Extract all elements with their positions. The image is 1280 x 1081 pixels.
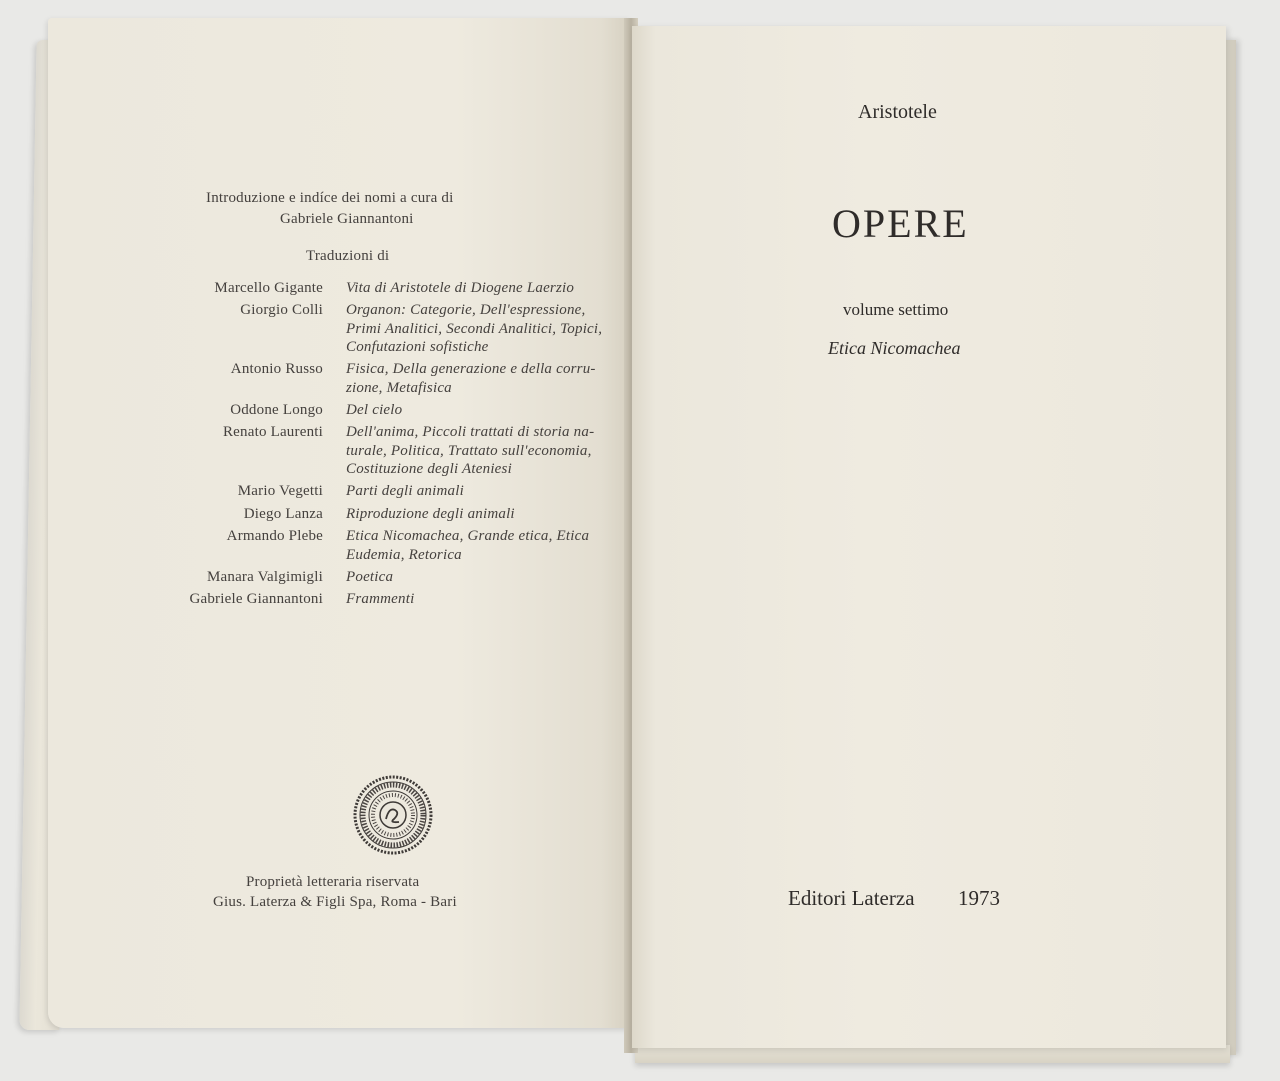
work-line: Poetica [346,569,394,585]
volume-label: volume settimo [843,300,949,319]
translator-name: Oddone Longo [230,402,323,418]
author-name: Aristotele [858,101,937,123]
work-line: Vita di Aristotele di Diogene Laerzio [346,280,575,296]
work-line: Riproduzione degli animali [346,506,515,522]
left-page [48,18,630,1028]
work-line: Dell'anima, Piccoli trattati di storia na- [346,424,595,440]
work-line: Etica Nicomachea, Grande etica, Etica [346,528,590,544]
work-line: Costituzione degli Ateniesi [346,461,512,477]
translator-name: Diego Lanza [243,506,323,522]
work-line: Confutazioni sofistiche [346,339,489,355]
translations-heading: Traduzioni di [306,248,390,264]
work-line: turale, Politica, Trattato sull'economia, [346,443,592,459]
rights-line-1: Proprietà letteraria riservata [246,874,420,890]
work-line: Fisica, Della generazione e della corru- [346,361,596,377]
work-line: Organon: Categorie, Dell'espressione, [346,302,586,318]
translator-name: Antonio Russo [230,361,323,377]
translator-name: Gabriele Giannantoni [189,591,323,607]
work-line: Frammenti [346,591,415,607]
work-line: Eudemia, Retorica [346,547,462,563]
translator-name: Giorgio Colli [240,302,323,318]
work-line: Del cielo [346,402,403,418]
translator-name: Marcello Gigante [214,280,323,296]
work-line: Parti degli animali [346,483,464,499]
work-line: zione, Metafisica [346,380,452,396]
translator-name: Mario Vegetti [237,483,323,499]
book-title: OPERE [832,201,969,246]
publication-year: 1973 [958,886,1000,910]
publisher-name: Editori Laterza [788,886,915,910]
translator-name: Renato Laurenti [222,424,323,440]
translator-name: Manara Valgimigli [206,569,323,585]
volume-subtitle: Etica Nicomachea [828,338,961,358]
publisher-seal-icon [353,775,433,855]
work-line: Primi Analitici, Secondi Analitici, Topici, [346,321,603,337]
intro-line-2: Gabriele Giannantoni [280,211,414,227]
rights-line-2: Gius. Laterza & Figli Spa, Roma - Bari [213,894,457,910]
intro-line-1: Introduzione e indíce dei nomi a cura di [206,190,454,206]
translator-name: Armando Plebe [226,528,323,544]
right-page [632,26,1226,1048]
